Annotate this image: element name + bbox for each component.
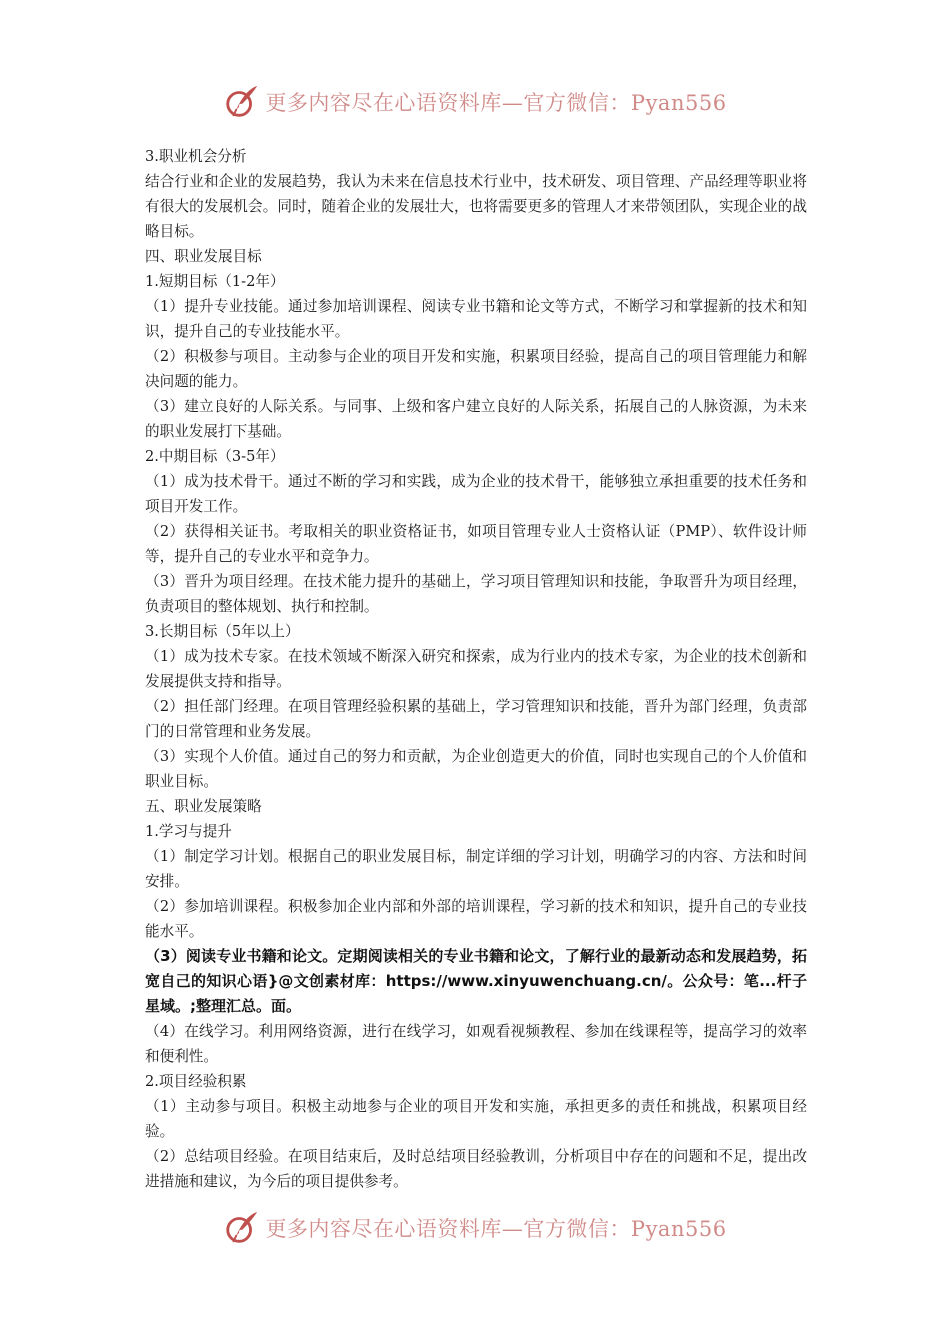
paragraph: （2）参加培训课程。积极参加企业内部和外部的培训课程，学习新的技术和知识，提升自己的专业技能水平。 bbox=[145, 898, 807, 940]
section-heading: 五、职业发展策略 bbox=[145, 798, 262, 815]
section-heading: 1.短期目标（1-2年） bbox=[145, 273, 285, 290]
paragraph: （2）获得相关证书。考取相关的职业资格证书，如项目管理专业人士资格认证（PMP）、软件设计师等，提升自己的专业水平和竞争力。 bbox=[145, 523, 807, 565]
paragraph: （1）成为技术专家。在技术领域不断深入研究和探索，成为行业内的技术专家，为企业的技术创新和发展提供支持和指导。 bbox=[145, 648, 807, 690]
quill-pen-logo-icon bbox=[223, 83, 261, 121]
paragraph: （1）制定学习计划。根据自己的职业发展目标，制定详细的学习计划，明确学习的内容、方法和时间安排。 bbox=[145, 848, 807, 890]
paragraph: （4）在线学习。利用网络资源，进行在线学习，如观看视频教程、参加在线课程等，提高学习的效率和便利性。 bbox=[145, 1023, 807, 1065]
paragraph: （3）实现个人价值。通过自己的努力和贡献，为企业创造更大的价值，同时也实现自己的个人价值和职业目标。 bbox=[145, 748, 807, 790]
bold-paragraph: （3）阅读专业书籍和论文。定期阅读相关的专业书籍和论文，了解行业的最新动态和发展趋势，拓宽自己的知识心语}@文创素材库：https://www.xinyuwenchuang.cn/。公众号：笔...杆子星域。;整理汇总。面。 bbox=[145, 947, 807, 1015]
header-banner bbox=[0, 82, 950, 122]
paragraph: （1）成为技术骨干。通过不断的学习和实践，成为企业的技术骨干，能够独立承担重要的技术任务和项目开发工作。 bbox=[145, 473, 807, 515]
paragraph: （2）积极参与项目。主动参与企业的项目开发和实施，积累项目经验，提高自己的项目管理能力和解决问题的能力。 bbox=[145, 348, 807, 390]
section-heading: 四、职业发展目标 bbox=[145, 248, 262, 265]
paragraph: （3）晋升为项目经理。在技术能力提升的基础上，学习项目管理知识和技能，争取晋升为项目经理，负责项目的整体规划、执行和控制。 bbox=[145, 573, 807, 615]
paragraph: （1）主动参与项目。积极主动地参与企业的项目开发和实施，承担更多的责任和挑战，积累项目经验。 bbox=[145, 1098, 807, 1140]
quill-pen-logo-icon bbox=[223, 1209, 261, 1247]
paragraph: （2）总结项目经验。在项目结束后，及时总结项目经验教训，分析项目中存在的问题和不足，提出改进措施和建议，为今后的项目提供参考。 bbox=[145, 1148, 807, 1190]
body-text bbox=[145, 144, 807, 1194]
section-heading: 1.学习与提升 bbox=[145, 823, 232, 840]
paragraph: （3）建立良好的人际关系。与同事、上级和客户建立良好的人际关系，拓展自己的人脉资源，为未来的职业发展打下基础。 bbox=[145, 398, 807, 440]
paragraph: （1）提升专业技能。通过参加培训课程、阅读专业书籍和论文等方式，不断学习和掌握新的技术和知识，提升自己的专业技能水平。 bbox=[145, 298, 807, 340]
footer-banner bbox=[0, 1208, 950, 1248]
paragraph: 结合行业和企业的发展趋势，我认为未来在信息技术行业中，技术研发、项目管理、产品经理等职业将有很大的发展机会。同时，随着企业的发展壮大，也将需要更多的管理人才来带领团队，实现企业的战略目标。 bbox=[145, 173, 807, 240]
banner-text: 更多内容尽在心语资料库—官方微信：Pyan556 bbox=[265, 1217, 727, 1241]
section-heading: 3.长期目标（5年以上） bbox=[145, 623, 300, 640]
section-heading: 2.项目经验积累 bbox=[145, 1073, 247, 1090]
paragraph: （2）担任部门经理。在项目管理经验积累的基础上，学习管理知识和技能，晋升为部门经理，负责部门的日常管理和业务发展。 bbox=[145, 698, 807, 740]
section-heading: 2.中期目标（3-5年） bbox=[145, 448, 285, 465]
section-heading: 3.职业机会分析 bbox=[145, 148, 247, 165]
banner-text: 更多内容尽在心语资料库—官方微信：Pyan556 bbox=[265, 91, 727, 115]
